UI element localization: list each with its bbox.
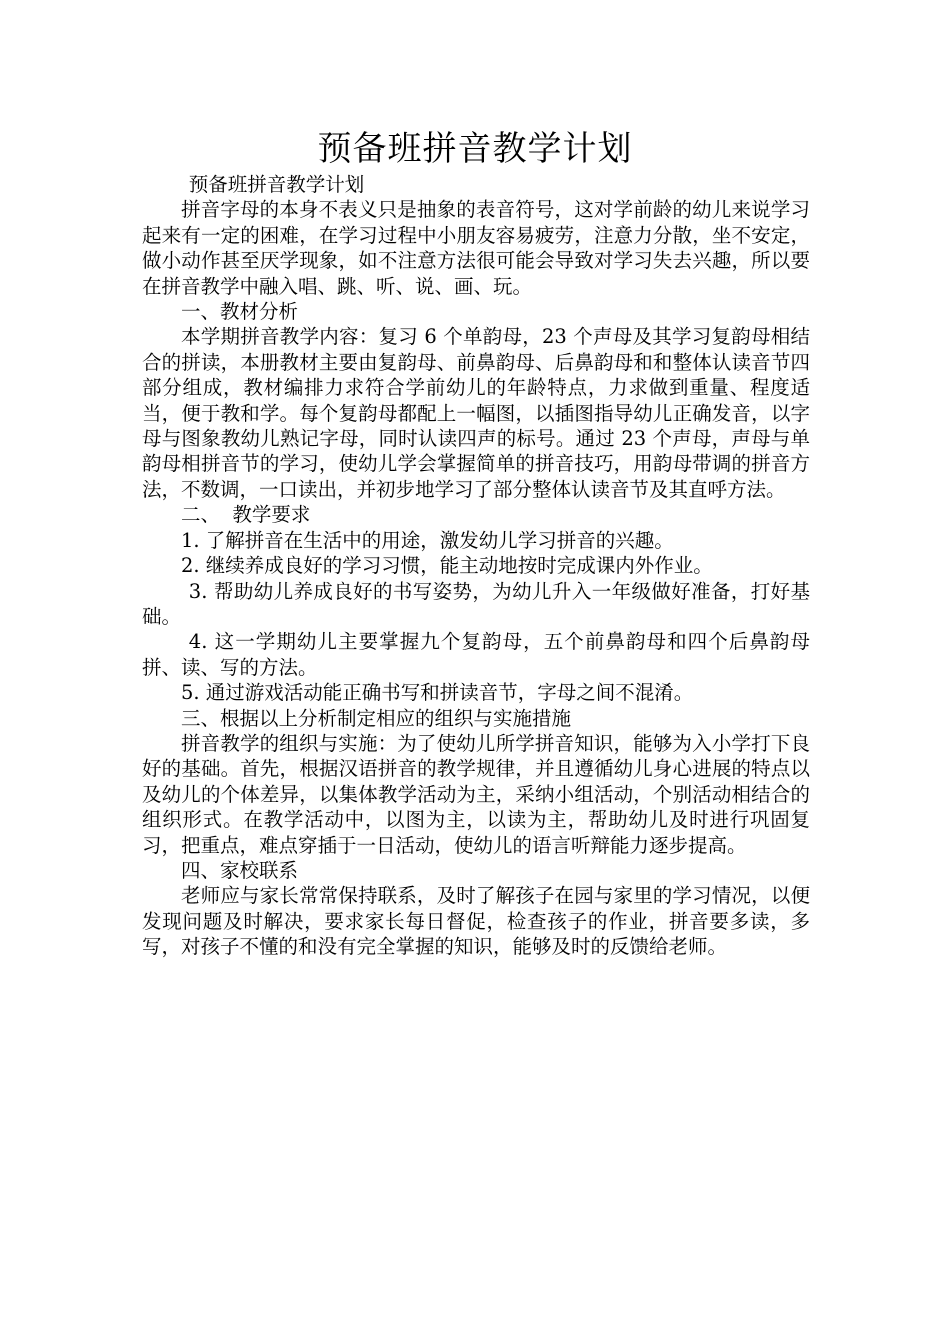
intro-paragraph: 拼音字母的本身不表义只是抽象的表音符号，这对学前龄的幼儿来说学习起来有一定的困难，在学习过程中小朋友容易疲劳，注意力分散，坐不安定，做小动作甚至厌学现象，如不注意方法很可能会导致对学习失去兴趣，所以要在拼音教学中融入唱、跳、听、说、画、玩。 — [142, 198, 810, 298]
requirement-item-5: 5. 通过游戏活动能正确书写和拼读音节，字母之间不混淆。 — [181, 681, 694, 705]
requirement-item-2: 2. 继续养成良好的学习习惯，能主动地按时完成课内外作业。 — [181, 554, 713, 578]
requirement-item-1: 1. 了解拼音在生活中的用途，激发幼儿学习拼音的兴趣。 — [181, 528, 674, 552]
requirement-item-3: 3. 帮助幼儿养成良好的书写姿势，为幼儿升入一年级做好准备，打好基础。 — [142, 579, 810, 628]
section-heading-implementation: 三、根据以上分析制定相应的组织与实施措施 — [181, 706, 572, 730]
materials-paragraph: 本学期拼音教学内容：复习 6 个单韵母，23 个声母及其学习复韵母相结合的拼读，本册教材主要由复韵母、前鼻韵母、后鼻韵母和和整体认读音节四部分组成，教材编排力求符合学前幼儿的年龄特点，力求做到重量、程度适当，便于教和学。每个复韵母都配上一幅图，以插图指导幼儿正确发音，以字母与图象教幼儿熟记字母，同时认读四声的标号。通过 23 个声母，声母与单韵母相拼音节的学习，使幼儿学会掌握简单的拼音技巧，用韵母带调的拼音方法，不数调，一口读出，并初步地学习了部分整体认读音节及其直呼方法。 — [142, 325, 810, 501]
requirement-item-4: 4. 这一学期幼儿主要掌握九个复韵母，五个前鼻韵母和四个后鼻韵母拼、读、写的方法。 — [142, 630, 810, 679]
home-school-paragraph: 老师应与家长常常保持联系，及时了解孩子在园与家里的学习情况，以便发现问题及时解决，要求家长每日督促，检查孩子的作业，拼音要多读，多写，对孩子不懂的和没有完全掌握的知识，能够及时的反馈给老师。 — [142, 884, 810, 959]
implementation-paragraph: 拼音教学的组织与实施：为了使幼儿所学拼音知识，能够为入小学打下良好的基础。首先，根据汉语拼音的教学规律，并且遵循幼儿身心进展的特点以及幼儿的个体差异，以集体教学活动为主，采纳小组活动，个别活动相结合的组织形式。在教学活动中，以图为主，以读为主，帮助幼儿及时进行巩固复习，把重点，难点穿插于一日活动，使幼儿的语言听辩能力逐步提高。 — [142, 731, 810, 857]
section-heading-requirements: 二、 教学要求 — [181, 503, 311, 527]
document-title: 预备班拼音教学计划 — [317, 129, 633, 169]
section-heading-home-school: 四、家校联系 — [181, 858, 299, 882]
document-body — [142, 172, 810, 960]
section-heading-materials: 一、教材分析 — [181, 300, 299, 324]
subtitle-paragraph: 预备班拼音教学计划 — [188, 173, 365, 196]
